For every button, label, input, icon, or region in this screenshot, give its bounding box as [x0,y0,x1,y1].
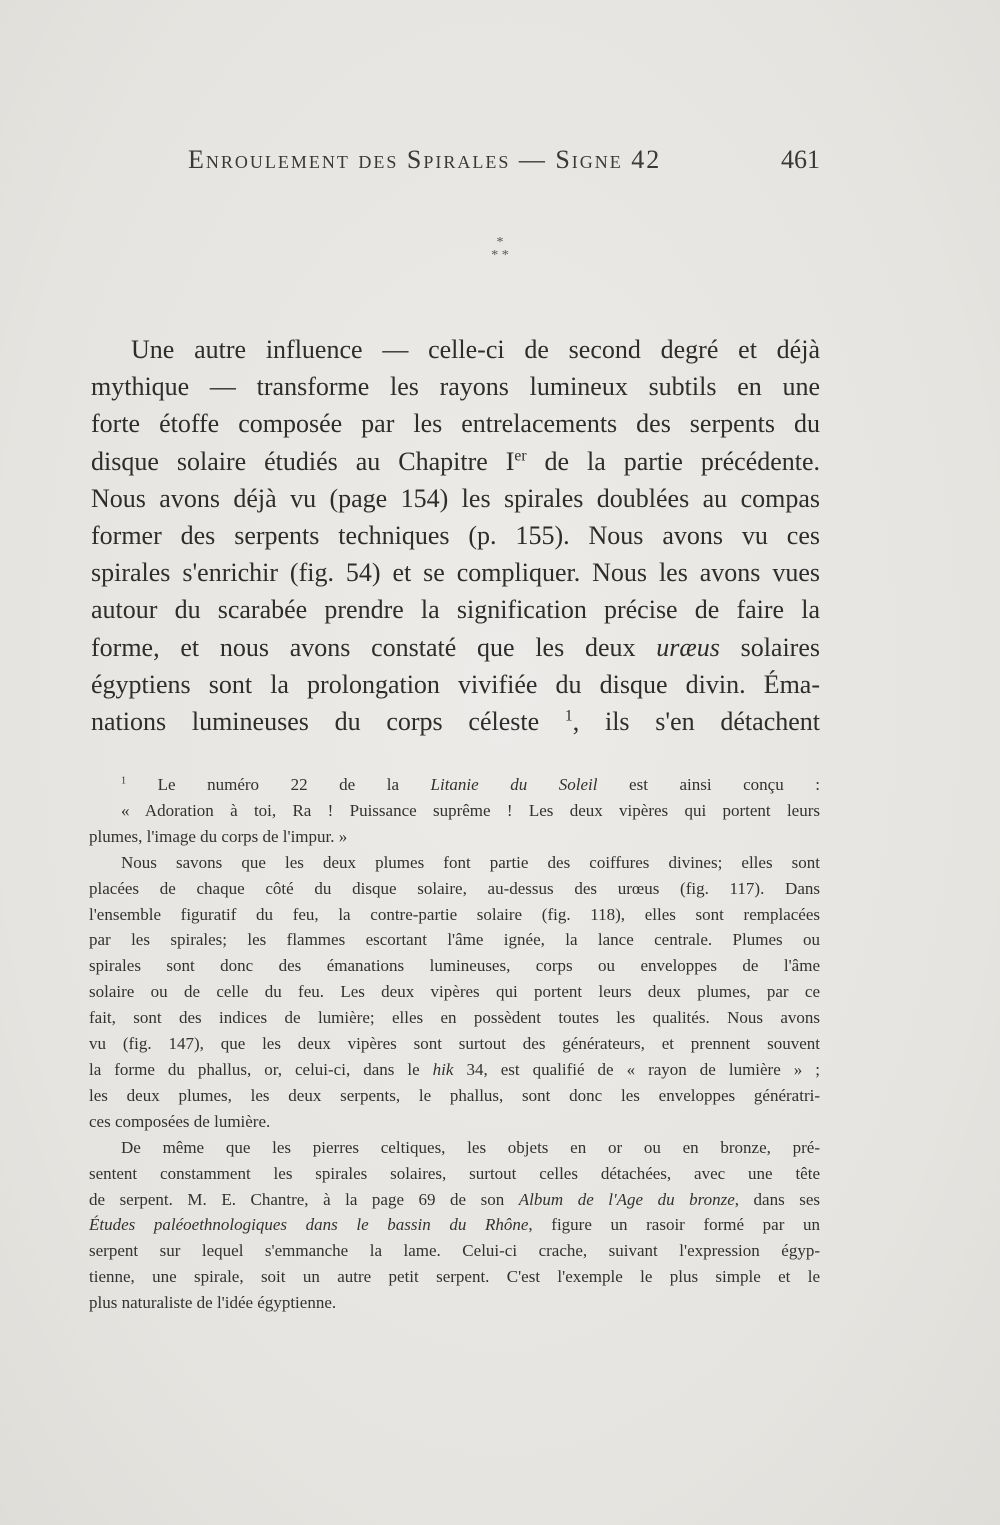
footnote-line: de serpent. M. E. Chantre, à la page 69 de son Album de l'Age du bronze, dans ses [89,1189,820,1209]
body-line: nations lumineuses du corps céleste $^1$, ils s'en détachent [91,707,821,737]
footnote-line: « Adoration à toi, Ra ! Puissance suprême ! Les deux vipères qui portent leurs [121,800,820,820]
body-line: Nous avons déjà vu (page 154) les spirales doublées au compas [91,483,820,513]
footnote-line: tienne, une spirale, soit un autre petit serpent. C'est l'exemple le plus simple et le [89,1267,820,1287]
body-line: spirales s'enrichir (fig. 54) et se compliquer. Nous les avons vues [91,558,820,588]
footnote-line: serpent sur lequel s'emmanche la lame. Celui-ci crache, suivant l'expression égyp- [89,1241,820,1261]
footnote-line: la forme du phallus, or, celui-ci, dans le hik 34, est qualifié de « rayon de lumière » ; [89,1059,821,1079]
asterism-top: * [496,235,504,250]
body-line: former des serpents techniques (p. 155). Nous avons vu ces [91,521,820,551]
footnote-line: De même que les pierres celtiques, les objets en or ou en bronze, pré- [121,1137,820,1157]
footnote-line: $^1$ Le numéro 22 de la Litanie du Soleil est ainsi conçu : [121,775,820,794]
footnote-line: spirales sont donc des émanations lumineuses, corps ou enveloppes de l'âme [89,956,820,976]
footnote-mark: 1 [121,775,127,787]
footnote-line: par les spirales; les flammes escortant l'âme ignée, la lance centrale. Plumes ou [89,930,820,950]
main-paragraph [91,331,820,740]
footnote-line: ces composées de lumière. [89,1111,271,1131]
footnote-line: placées de chaque côté du disque solaire, au-dessus des urœus (fig. 117). Dans [89,878,820,898]
footnote-line: Études paléoethnologiques dans le bassin du Rhône, figure un rasoir formé par un [89,1215,820,1235]
asterism-separator [0,236,1000,262]
footnote-line: Nous savons que les deux plumes font partie des coiffures divines; elles sont [121,852,820,872]
footnote-line: l'ensemble figuratif du feu, la contre-partie solaire (fig. 118), elles sont remplacées [89,904,820,924]
body-line: disque solaire étudiés au Chapitre Ier de la partie précédente. [91,446,821,476]
asterism-bottom: * * [491,248,509,263]
italic-term: uræus [656,632,720,662]
running-title: Enroulement des Spirales — Signe 42 [188,145,662,174]
footnote [89,772,820,1316]
footnote-line: fait, sont des indices de lumière; elles en possèdent toutes les qualités. Nous avons [89,1008,820,1028]
footnote-reference: 1 [564,707,573,725]
footnote-line: les deux plumes, les deux serpents, le phallus, sont donc les enveloppes génératri- [89,1085,820,1105]
footnote-line: solaire ou de celle du feu. Les deux vipères qui portent leurs deux plumes, par ce [89,982,820,1002]
body-line: Une autre influence — celle-ci de second degré et déjà [131,335,820,364]
footnote-line: sentent constamment les spirales solaires, surtout celles détachées, avec une tête [89,1163,820,1183]
footnote-line: plumes, l'image du corps de l'impur. » [89,826,348,846]
body-line: égyptiens sont la prolongation vivifiée du disque divin. Éma- [91,669,820,699]
body-line: forte étoffe composée par les entrelacements des serpents du [91,409,820,439]
page-number: 461 [781,145,820,174]
page-header [188,145,820,185]
footnote-line: vu (fig. 147), que les deux vipères sont surtout des générateurs, et prennent souvent [89,1034,820,1054]
superscript-er: er [514,446,527,464]
body-line: mythique — transforme les rayons lumineux subtils en une [91,372,820,402]
footnote-line: plus naturaliste de l'idée égyptienne. [89,1293,337,1313]
body-line: forme, et nous avons constaté que les deux uræus solaires [91,632,820,662]
body-line: autour du scarabée prendre la signification précise de faire la [91,595,820,625]
